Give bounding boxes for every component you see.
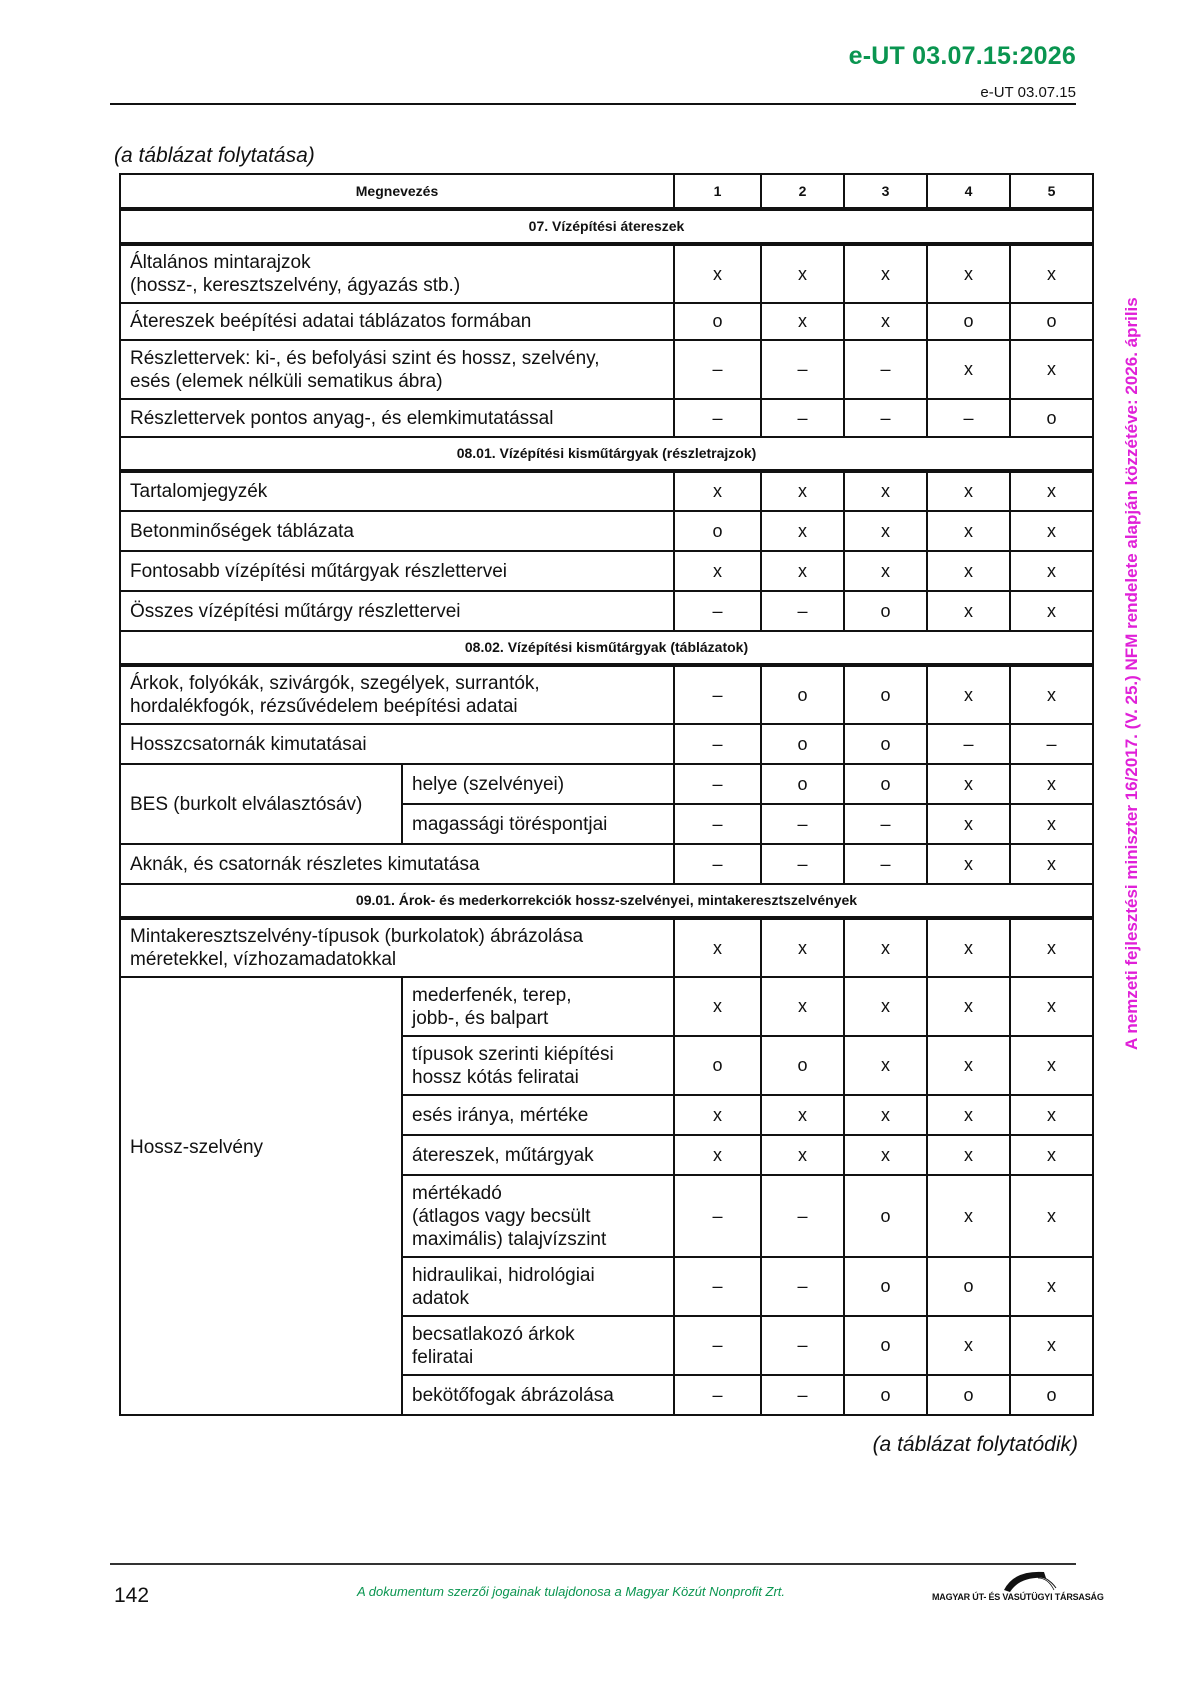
value-cell-col-3: o: [844, 1257, 927, 1316]
value-cell-col-5: o: [1010, 399, 1093, 437]
value-cell-col-2: –: [761, 844, 844, 884]
value-cell-col-3: o: [844, 1316, 927, 1375]
row-label: Fontosabb vízépítési műtárgyak részlettervei: [120, 551, 674, 591]
value-cell-col-2: x: [761, 471, 844, 511]
row-label: helye (szelvényei): [402, 764, 674, 804]
footer-divider: [110, 1563, 1076, 1565]
table-header-row: [120, 174, 1093, 209]
value-cell-col-5: x: [1010, 1036, 1093, 1095]
requirements-table: [119, 173, 1094, 1416]
column-header-4: 4: [927, 174, 1010, 209]
value-cell-col-3: x: [844, 1135, 927, 1175]
value-cell-col-2: –: [761, 591, 844, 631]
value-cell-col-5: –: [1010, 724, 1093, 764]
value-cell-col-1: x: [674, 1095, 761, 1135]
row-label: Hosszcsatornák kimutatásai: [120, 724, 674, 764]
value-cell-col-4: x: [927, 844, 1010, 884]
value-cell-col-4: x: [927, 591, 1010, 631]
value-cell-col-1: o: [674, 511, 761, 551]
table-row: [120, 977, 1093, 1036]
row-label: becsatlakozó árkok feliratai: [402, 1316, 674, 1375]
value-cell-col-1: x: [674, 918, 761, 977]
value-cell-col-3: o: [844, 724, 927, 764]
value-cell-col-3: –: [844, 399, 927, 437]
column-header-3: 3: [844, 174, 927, 209]
value-cell-col-5: x: [1010, 764, 1093, 804]
row-label: mederfenék, terep, jobb-, és balpart: [402, 977, 674, 1036]
table-row: [120, 303, 1093, 340]
value-cell-col-3: x: [844, 977, 927, 1036]
value-cell-col-2: x: [761, 1095, 844, 1135]
table-row: [120, 340, 1093, 399]
section-title: 08.02. Vízépítési kisműtárgyak (táblázatok): [120, 631, 1093, 665]
value-cell-col-4: x: [927, 1095, 1010, 1135]
row-label: Összes vízépítési műtárgy részlettervei: [120, 591, 674, 631]
value-cell-col-4: x: [927, 1175, 1010, 1257]
value-cell-col-4: x: [927, 1135, 1010, 1175]
value-cell-col-2: x: [761, 303, 844, 340]
value-cell-col-1: x: [674, 471, 761, 511]
value-cell-col-1: x: [674, 244, 761, 303]
column-header-name: Megnevezés: [120, 174, 674, 209]
row-label: Általános mintarajzok (hossz-, keresztszelvény, ágyazás stb.): [120, 244, 674, 303]
value-cell-col-2: x: [761, 511, 844, 551]
value-cell-col-1: –: [674, 1257, 761, 1316]
publication-side-note: A nemzeti fejlesztési miniszter 16/2017. (V. 25.) NFM rendelete alapján közzétéve: 2026. április: [1122, 297, 1141, 1050]
row-label: típusok szerinti kiépítési hossz kótás feliratai: [402, 1036, 674, 1095]
value-cell-col-1: –: [674, 724, 761, 764]
value-cell-col-2: –: [761, 1175, 844, 1257]
value-cell-col-5: x: [1010, 340, 1093, 399]
value-cell-col-3: x: [844, 551, 927, 591]
row-label: Részlettervek: ki-, és befolyási szint és hossz, szelvény, esés (elemek nélküli sematikus ábra): [120, 340, 674, 399]
value-cell-col-2: o: [761, 724, 844, 764]
value-cell-col-4: x: [927, 764, 1010, 804]
section-row: [120, 884, 1093, 918]
column-header-2: 2: [761, 174, 844, 209]
value-cell-col-3: o: [844, 1375, 927, 1415]
value-cell-col-1: –: [674, 1375, 761, 1415]
value-cell-col-2: –: [761, 340, 844, 399]
value-cell-col-5: x: [1010, 244, 1093, 303]
value-cell-col-2: x: [761, 244, 844, 303]
table-row: [120, 244, 1093, 303]
copyright-notice: A dokumentum szerzői jogainak tulajdonosa a Magyar Közút Nonprofit Zrt.: [357, 1584, 786, 1599]
value-cell-col-5: x: [1010, 1316, 1093, 1375]
value-cell-col-2: o: [761, 1036, 844, 1095]
value-cell-col-1: x: [674, 977, 761, 1036]
value-cell-col-5: x: [1010, 551, 1093, 591]
value-cell-col-5: x: [1010, 918, 1093, 977]
value-cell-col-1: –: [674, 764, 761, 804]
value-cell-col-3: x: [844, 244, 927, 303]
value-cell-col-3: o: [844, 665, 927, 724]
value-cell-col-5: x: [1010, 665, 1093, 724]
value-cell-col-3: x: [844, 511, 927, 551]
organization-logo: [932, 1568, 1104, 1608]
value-cell-col-5: o: [1010, 303, 1093, 340]
value-cell-col-2: –: [761, 1257, 844, 1316]
row-label: bekötőfogak ábrázolása: [402, 1375, 674, 1415]
value-cell-col-5: x: [1010, 471, 1093, 511]
value-cell-col-1: –: [674, 1316, 761, 1375]
logo-text: MAGYAR ÚT- ÉS VASÚTÜGYI TÁRSASÁG: [932, 1592, 1104, 1602]
value-cell-col-3: –: [844, 340, 927, 399]
value-cell-col-5: x: [1010, 591, 1093, 631]
table-row: [120, 918, 1093, 977]
table-row: [120, 399, 1093, 437]
value-cell-col-1: x: [674, 551, 761, 591]
value-cell-col-2: x: [761, 918, 844, 977]
value-cell-col-1: –: [674, 1175, 761, 1257]
value-cell-col-2: x: [761, 1135, 844, 1175]
value-cell-col-5: x: [1010, 977, 1093, 1036]
value-cell-col-3: –: [844, 844, 927, 884]
value-cell-col-3: x: [844, 918, 927, 977]
value-cell-col-4: x: [927, 511, 1010, 551]
value-cell-col-2: –: [761, 399, 844, 437]
value-cell-col-3: o: [844, 1175, 927, 1257]
row-label: Tartalomjegyzék: [120, 471, 674, 511]
row-label: Betonminőségek táblázata: [120, 511, 674, 551]
value-cell-col-4: x: [927, 804, 1010, 844]
value-cell-col-5: x: [1010, 1095, 1093, 1135]
value-cell-col-4: x: [927, 918, 1010, 977]
value-cell-col-1: –: [674, 399, 761, 437]
value-cell-col-4: x: [927, 471, 1010, 511]
value-cell-col-1: o: [674, 303, 761, 340]
row-label: esés iránya, mértéke: [402, 1095, 674, 1135]
value-cell-col-5: x: [1010, 1175, 1093, 1257]
value-cell-col-4: x: [927, 244, 1010, 303]
value-cell-col-4: o: [927, 303, 1010, 340]
section-title: 08.01. Vízépítési kisműtárgyak (részletrajzok): [120, 437, 1093, 471]
value-cell-col-3: x: [844, 1036, 927, 1095]
road-arc-icon: [1000, 1568, 1060, 1594]
value-cell-col-1: x: [674, 1135, 761, 1175]
section-row: [120, 209, 1093, 244]
value-cell-col-2: –: [761, 1316, 844, 1375]
section-row: [120, 631, 1093, 665]
value-cell-col-5: x: [1010, 1135, 1093, 1175]
document-code-main: e-UT 03.07.15:2026: [848, 42, 1076, 70]
row-label: mértékadó (átlagos vagy becsült maximális) talajvízszint: [402, 1175, 674, 1257]
section-title: 07. Vízépítési átereszek: [120, 209, 1093, 244]
row-label: átereszek, műtárgyak: [402, 1135, 674, 1175]
row-label: Részlettervek pontos anyag-, és elemkimutatással: [120, 399, 674, 437]
table-row: [120, 665, 1093, 724]
value-cell-col-4: x: [927, 665, 1010, 724]
row-label: Átereszek beépítési adatai táblázatos formában: [120, 303, 674, 340]
row-label: magassági töréspontjai: [402, 804, 674, 844]
table-row: [120, 724, 1093, 764]
table-row: [120, 551, 1093, 591]
value-cell-col-1: –: [674, 844, 761, 884]
value-cell-col-4: o: [927, 1257, 1010, 1316]
page-number: 142: [114, 1584, 150, 1607]
group-label-hossz-szelveny: Hossz-szelvény: [120, 977, 402, 1415]
table-continuation-label: (a táblázat folytatása): [114, 144, 315, 167]
value-cell-col-4: –: [927, 724, 1010, 764]
value-cell-col-4: x: [927, 551, 1010, 591]
value-cell-col-2: o: [761, 764, 844, 804]
value-cell-col-3: x: [844, 1095, 927, 1135]
value-cell-col-3: –: [844, 804, 927, 844]
row-label: Mintakeresztszelvény-típusok (burkolatok) ábrázolása méretekkel, vízhozamadatokkal: [120, 918, 674, 977]
value-cell-col-4: x: [927, 977, 1010, 1036]
column-header-1: 1: [674, 174, 761, 209]
value-cell-col-2: o: [761, 665, 844, 724]
row-label: Árkok, folyókák, szivárgók, szegélyek, surrantók, hordalékfogók, rézsűvédelem beépítési adatai: [120, 665, 674, 724]
value-cell-col-4: x: [927, 1036, 1010, 1095]
table-continues-label: (a táblázat folytatódik): [872, 1433, 1078, 1456]
row-label: Aknák, és csatornák részletes kimutatása: [120, 844, 674, 884]
value-cell-col-1: –: [674, 340, 761, 399]
value-cell-col-5: x: [1010, 511, 1093, 551]
row-label: hidraulikai, hidrológiai adatok: [402, 1257, 674, 1316]
value-cell-col-1: –: [674, 591, 761, 631]
column-header-5: 5: [1010, 174, 1093, 209]
table-row: [120, 511, 1093, 551]
value-cell-col-4: –: [927, 399, 1010, 437]
value-cell-col-3: o: [844, 591, 927, 631]
value-cell-col-4: x: [927, 340, 1010, 399]
table-row: [120, 591, 1093, 631]
value-cell-col-2: –: [761, 1375, 844, 1415]
document-code-sub: e-UT 03.07.15: [980, 84, 1076, 101]
value-cell-col-4: x: [927, 1316, 1010, 1375]
value-cell-col-5: o: [1010, 1375, 1093, 1415]
value-cell-col-2: x: [761, 551, 844, 591]
value-cell-col-2: x: [761, 977, 844, 1036]
value-cell-col-5: x: [1010, 804, 1093, 844]
table-row: [120, 471, 1093, 511]
value-cell-col-3: x: [844, 303, 927, 340]
group-label-bes: BES (burkolt elválasztósáv): [120, 764, 402, 844]
value-cell-col-1: –: [674, 665, 761, 724]
table-row: [120, 844, 1093, 884]
header-divider: [110, 103, 1076, 105]
value-cell-col-5: x: [1010, 844, 1093, 884]
section-title: 09.01. Árok- és mederkorrekciók hossz-szelvényei, mintakeresztszelvények: [120, 884, 1093, 918]
value-cell-col-1: o: [674, 1036, 761, 1095]
value-cell-col-5: x: [1010, 1257, 1093, 1316]
value-cell-col-3: o: [844, 764, 927, 804]
section-row: [120, 437, 1093, 471]
value-cell-col-3: x: [844, 471, 927, 511]
value-cell-col-4: o: [927, 1375, 1010, 1415]
value-cell-col-1: –: [674, 804, 761, 844]
value-cell-col-2: –: [761, 804, 844, 844]
table-row: [120, 764, 1093, 804]
